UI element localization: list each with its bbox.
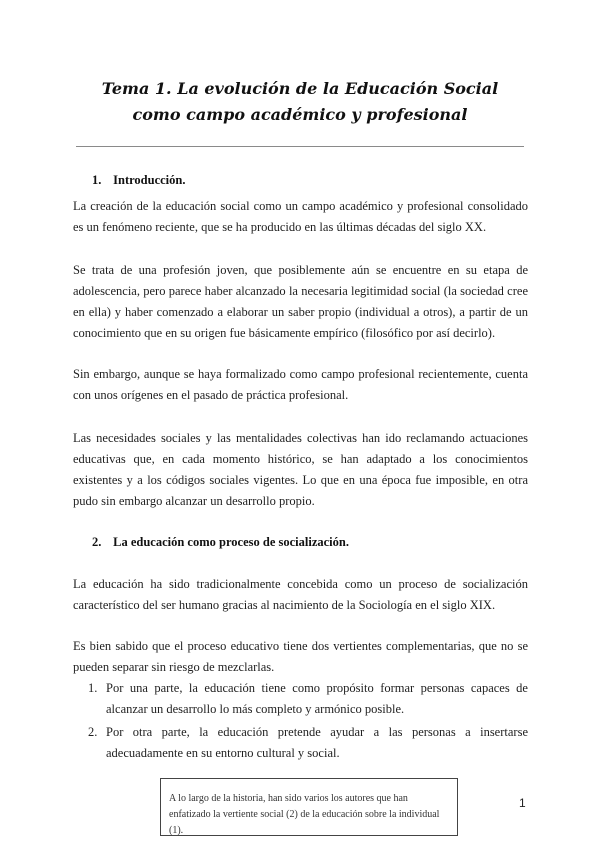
- list-item-text: Por otra parte, la educación pretende ayudar a las personas a insertarse adecuadamente en su entorno cultural y social.: [106, 725, 528, 760]
- document-title: Tema 1. La evolución de la Educación Social como campo académico y profesional: [101, 79, 499, 124]
- numbered-list: [88, 678, 528, 766]
- paragraph: Se trata de una profesión joven, que posiblemente aún se encuentre en su etapa de adolescencia, pero parece haber alcanzado la necesaria legitimidad social (la sociedad cree en ella) y haber comenzado a elaborar un saber propio (individual a otros), a partir de un conocimiento que en su origen fue básicamente empírico (filosófico por así decirlo).: [73, 263, 528, 340]
- list-item-number: 1.: [88, 681, 98, 695]
- section-number: 1.: [92, 173, 102, 187]
- paragraph: Las necesidades sociales y las mentalidades colectivas han ido reclamando actuaciones educativas que, en cada momento histórico, se han adaptado a los conocimientos existentes y a los códigos sociales vigentes. Lo que en una época fue imposible, en otra pudo sin embargo alcanzar un desarrollo propio.: [73, 431, 528, 508]
- section-title: La educación como proceso de socialización.: [113, 535, 349, 549]
- paragraph: Sin embargo, aunque se haya formalizado como campo profesional recientemente, cuenta con unos orígenes en el pasado de práctica profesional.: [73, 367, 528, 402]
- list-item-text: Por una parte, la educación tiene como propósito formar personas capaces de alcanzar un desarrollo lo más completo y armónico posible.: [106, 681, 528, 716]
- paragraph: Es bien sabido que el proceso educativo tiene dos vertientes complementarias, que no se pueden separar sin riesgo de mezclarlas.: [73, 639, 528, 674]
- paragraph: La creación de la educación social como un campo académico y profesional consolidado es un fenómeno reciente, que se ha producido en las últimas décadas del siglo XX.: [73, 199, 528, 234]
- section-title: Introducción.: [113, 173, 186, 187]
- quote-box: [160, 778, 458, 836]
- quote-text: A lo largo de la historia, han sido varios los autores que han enfatizado la vertiente social (2) de la educación sobre la individual (1).: [169, 793, 440, 836]
- list-item: [88, 722, 528, 764]
- paragraph: La educación ha sido tradicionalmente concebida como un proceso de socialización característico del ser humano gracias al nacimiento de la Sociología en el siglo XIX.: [73, 577, 528, 612]
- section-number: 2.: [92, 535, 102, 549]
- list-item-number: 2.: [88, 725, 98, 739]
- section-heading-2: [92, 534, 349, 550]
- list-item: [88, 678, 528, 720]
- section-heading-1: [92, 172, 185, 188]
- title-divider: [76, 146, 524, 147]
- page-number: 1: [519, 796, 526, 810]
